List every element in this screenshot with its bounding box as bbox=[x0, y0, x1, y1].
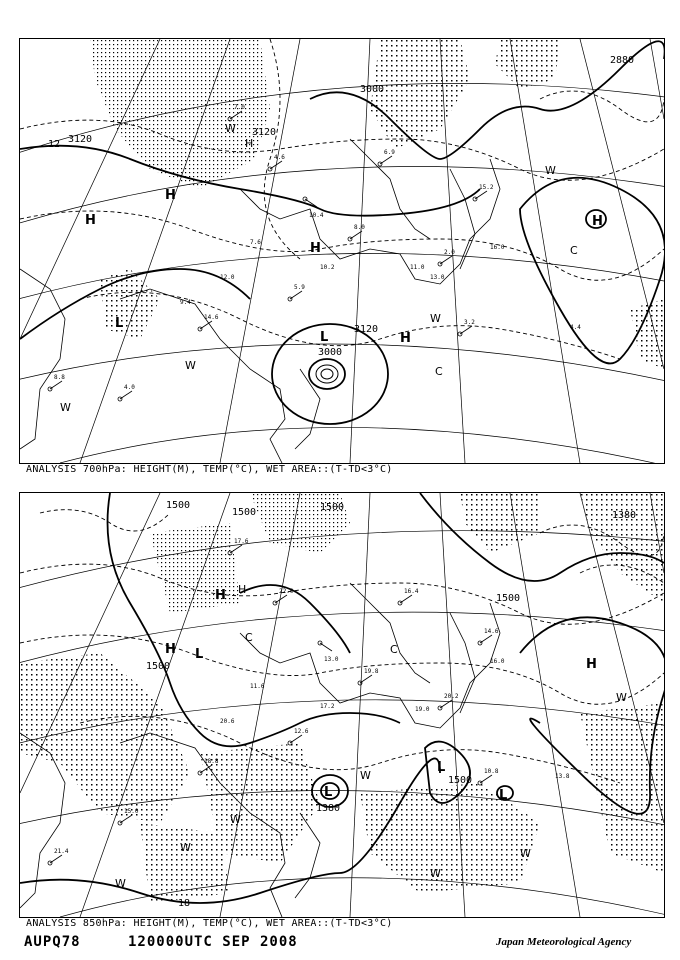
contour-label: 1380 bbox=[612, 510, 637, 521]
obs-value: 4.4 bbox=[570, 324, 581, 331]
valid-time: 120000UTC SEP 2008 bbox=[128, 934, 298, 950]
high-pressure-symbol: H bbox=[165, 188, 176, 203]
obs-value: 17.2 bbox=[320, 703, 335, 710]
warm-center-symbol: W bbox=[360, 769, 371, 782]
station-plots bbox=[48, 111, 487, 401]
high-pressure-symbol: H bbox=[165, 642, 176, 657]
low-pressure-symbol: L bbox=[437, 760, 446, 775]
obs-value: 20.6 bbox=[220, 718, 235, 725]
high-pressure-symbol: H bbox=[238, 583, 247, 596]
obs-value: 7.6 bbox=[250, 239, 261, 246]
obs-value: 6.9 bbox=[384, 149, 395, 156]
obs-value: 12.0 bbox=[220, 274, 235, 281]
obs-value: 13.0 bbox=[324, 656, 339, 663]
obs-value: 12.6 bbox=[294, 728, 309, 735]
high-pressure-symbol: H bbox=[245, 137, 254, 150]
low-pressure-symbol: L bbox=[115, 316, 124, 331]
high-pressure-symbol: H bbox=[592, 214, 603, 229]
contour-label: 3120 bbox=[354, 324, 379, 335]
warm-center-symbol: W bbox=[180, 841, 191, 854]
contour-label: 3120 bbox=[252, 127, 277, 138]
low-pressure-symbol: L bbox=[320, 330, 329, 345]
high-pressure-symbol: H bbox=[215, 588, 226, 603]
obs-value: 17.6 bbox=[234, 538, 249, 545]
map-panel-700hpa bbox=[19, 38, 665, 464]
obs-value: 15.2 bbox=[479, 184, 494, 191]
map-850hpa-canvas bbox=[20, 493, 664, 917]
low-pressure-symbol: L bbox=[195, 647, 204, 662]
caption-700hpa: ANALYSIS 700hPa: HEIGHT(M), TEMP(°C), WET AREA::(T-TD<3°C) bbox=[26, 464, 393, 475]
obs-value: 14.6 bbox=[204, 314, 219, 321]
map-panel-850hpa bbox=[19, 492, 665, 918]
coastlines bbox=[20, 139, 500, 463]
obs-value: 5.9 bbox=[294, 284, 305, 291]
high-pressure-symbol: H bbox=[85, 213, 96, 228]
obs-value: 4.6 bbox=[274, 154, 285, 161]
warm-center-symbol: W bbox=[430, 312, 441, 325]
low-pressure-symbol: L bbox=[324, 785, 333, 800]
obs-value: 3.2 bbox=[464, 319, 475, 326]
chart-code: AUPQ78 bbox=[24, 934, 81, 950]
contour-label: 1500 bbox=[320, 502, 345, 513]
cold-center-symbol: C bbox=[390, 643, 398, 656]
obs-value: 22.0 bbox=[279, 588, 294, 595]
contour-label: 1500 bbox=[146, 661, 171, 672]
warm-center-symbol: W bbox=[545, 164, 556, 177]
contour-label: 1500 bbox=[496, 593, 521, 604]
obs-value: 19.8 bbox=[364, 668, 379, 675]
caption-850hpa: ANALYSIS 850hPa: HEIGHT(M), TEMP(°C), WET AREA::(T-TD<3°C) bbox=[26, 918, 393, 929]
contour-label: 3000 bbox=[318, 347, 343, 358]
obs-value: 15.0 bbox=[124, 808, 139, 815]
obs-value: 18.8 bbox=[204, 758, 219, 765]
warm-center-symbol: W bbox=[225, 122, 236, 135]
obs-value: 16.0 bbox=[490, 244, 505, 251]
contour-label: 18 bbox=[178, 898, 191, 909]
high-pressure-symbol: H bbox=[586, 657, 597, 672]
cold-center-symbol: C bbox=[245, 631, 253, 644]
high-pressure-symbol: H bbox=[400, 331, 411, 346]
contour-label: 1500 bbox=[232, 507, 257, 518]
obs-value: 10.4 bbox=[309, 212, 324, 219]
obs-value: 19.0 bbox=[415, 706, 430, 713]
map-700hpa-canvas bbox=[20, 39, 664, 463]
obs-value: 16.0 bbox=[490, 658, 505, 665]
warm-center-symbol: W bbox=[60, 401, 71, 414]
contour-label: 3000 bbox=[360, 84, 385, 95]
latitude-lines bbox=[20, 83, 664, 463]
contour-label: 1500 bbox=[448, 775, 473, 786]
obs-value: 11.6 bbox=[250, 683, 265, 690]
obs-value: 2.0 bbox=[444, 249, 455, 256]
obs-value: 21.4 bbox=[54, 848, 69, 855]
obs-value: 4.0 bbox=[124, 384, 135, 391]
obs-value: 13.0 bbox=[430, 274, 445, 281]
warm-center-symbol: W bbox=[230, 813, 241, 826]
high-pressure-symbol: H bbox=[310, 241, 321, 256]
obs-value: 7.0 bbox=[234, 104, 245, 111]
contour-label: 1380 bbox=[316, 803, 341, 814]
contour-label: 12 bbox=[48, 139, 61, 150]
warm-center-symbol: W bbox=[115, 877, 126, 890]
obs-value: 20.2 bbox=[444, 693, 459, 700]
obs-value: 16.4 bbox=[404, 588, 419, 595]
contour-label: 1500 bbox=[166, 500, 191, 511]
cold-center-symbol: C bbox=[435, 365, 443, 378]
warm-center-symbol: W bbox=[185, 359, 196, 372]
obs-value: 8.0 bbox=[354, 224, 365, 231]
obs-value: 10.2 bbox=[320, 264, 335, 271]
obs-value: 9.4 bbox=[180, 299, 191, 306]
warm-center-symbol: W bbox=[616, 691, 627, 704]
obs-value: 10.8 bbox=[484, 768, 499, 775]
obs-value: 8.8 bbox=[54, 374, 65, 381]
low-pressure-symbol: L bbox=[499, 788, 508, 803]
agency-credit: Japan Meteorological Agency bbox=[496, 936, 632, 948]
contour-label: 2880 bbox=[610, 55, 635, 66]
warm-center-symbol: W bbox=[430, 867, 441, 880]
contour-label: 3120 bbox=[68, 134, 93, 145]
cold-center-symbol: C bbox=[570, 244, 578, 257]
obs-value: 14.6 bbox=[484, 628, 499, 635]
typhoon-rings bbox=[316, 365, 338, 383]
warm-center-symbol: W bbox=[520, 847, 531, 860]
obs-value: 11.0 bbox=[410, 264, 425, 271]
obs-value: 13.8 bbox=[555, 773, 570, 780]
